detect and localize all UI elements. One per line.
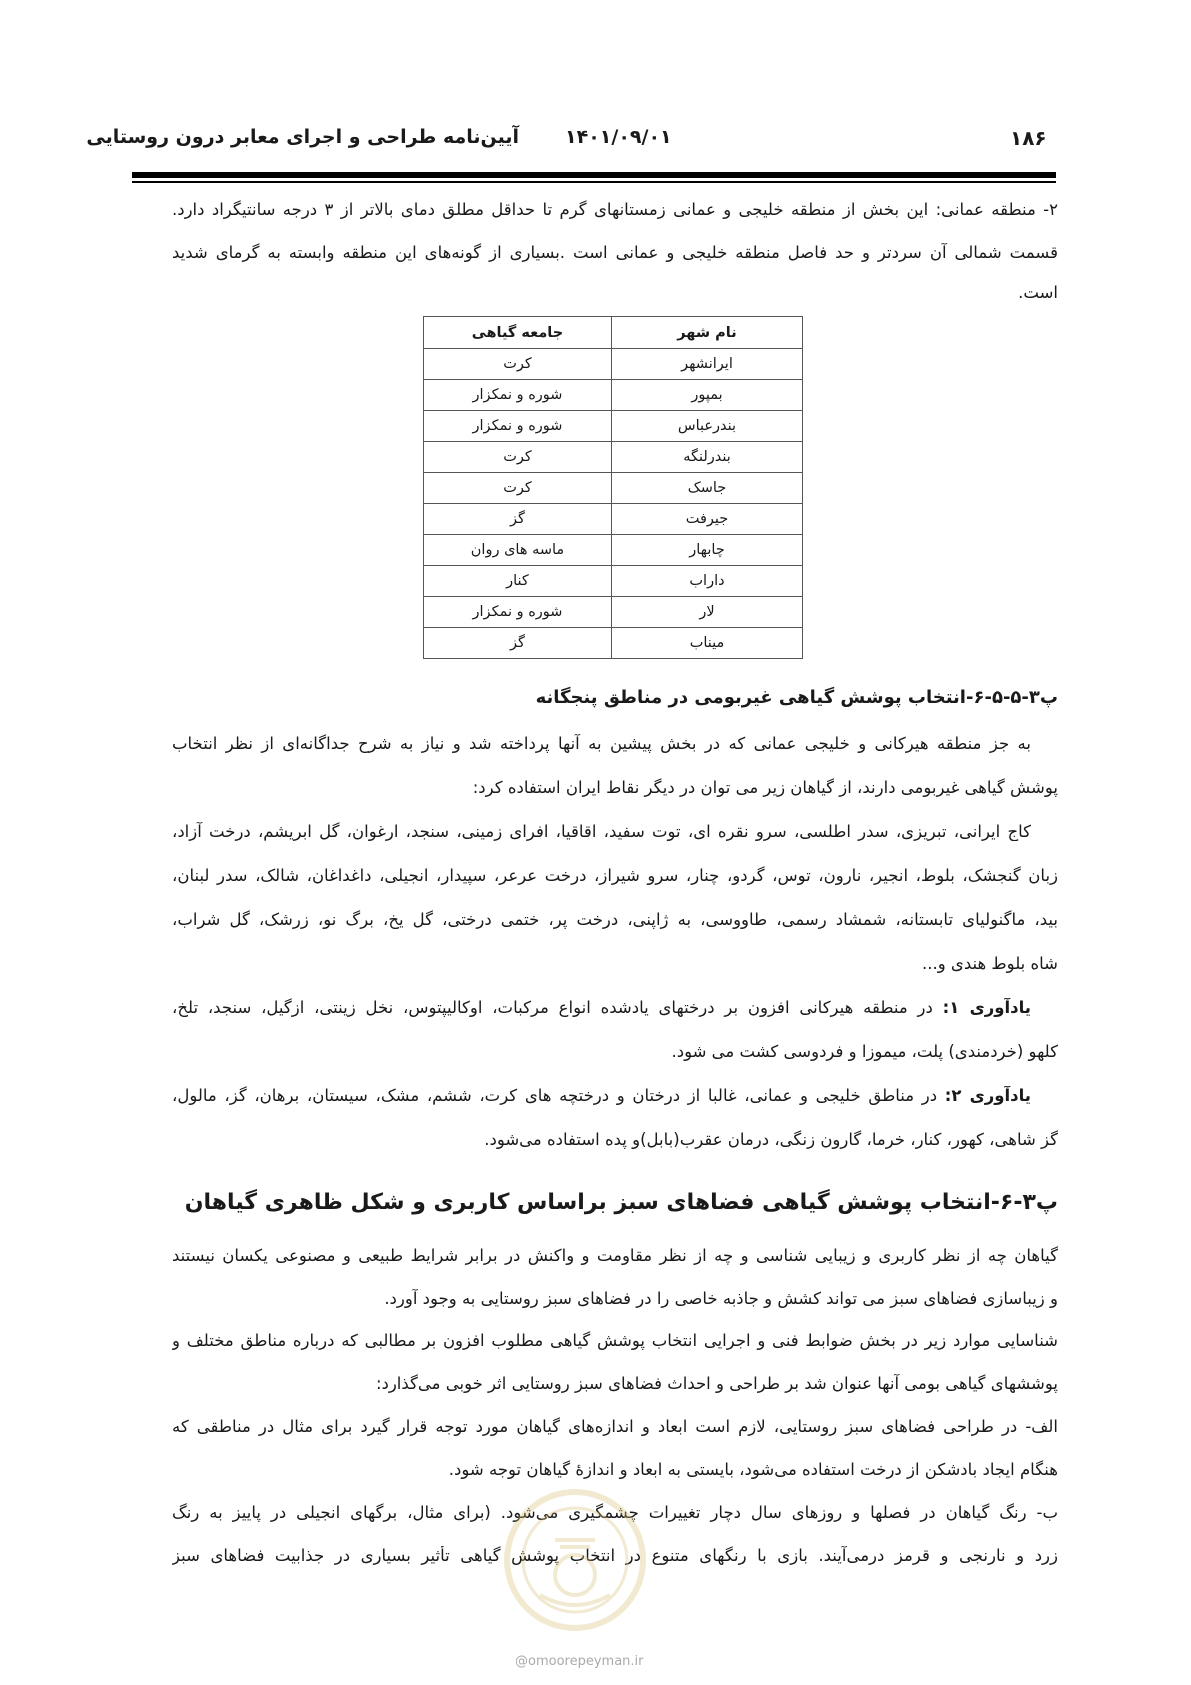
- city-cell: جاسک: [612, 473, 803, 504]
- section1-p2-line-1: کاج ایرانی، تبریزی، سدر اطلسی، سرو نقره ای، توت سفید، اقاقیا، افرای زمینی، سنجد، ارغوان، گل ابریشم، درخت آزاد،: [172, 822, 1031, 841]
- city-cell: چابهار: [612, 535, 803, 566]
- watermark-seal-icon: [500, 1485, 650, 1635]
- plant-community-cell: کرت: [424, 349, 612, 380]
- section2-p4-line-2: زرد و نارنجی و قرمز درمی‌آیند. بازی با رنگهای متنوع در انتخاب پوشش گیاهی تأثیر بسیاری در جذابیت فضاهای سبز: [172, 1546, 1058, 1565]
- section2-p1-line-2: و زیباسازی فضاهای سبز می تواند کشش و جاذبه خاصی را در فضاهای سبز روستایی به وجود آورد.: [384, 1289, 1058, 1308]
- plant-community-cell: شوره و نمکزار: [424, 597, 612, 628]
- section2-p3-line-2: هنگام ایجاد بادشکن از درخت استفاده می‌شود، بایستی به ابعاد و اندازهٔ گیاهان توجه شود.: [448, 1460, 1058, 1479]
- table-row: [424, 628, 803, 659]
- city-cell: ایرانشهر: [612, 349, 803, 380]
- table-row: [424, 473, 803, 504]
- table-header-row: [424, 317, 803, 349]
- table-row: [424, 504, 803, 535]
- plant-community-cell: کرت: [424, 442, 612, 473]
- table-row: [424, 566, 803, 597]
- plant-community-cell: شوره و نمکزار: [424, 380, 612, 411]
- city-cell: جیرفت: [612, 504, 803, 535]
- city-cell: میناب: [612, 628, 803, 659]
- section2-p3-line-1: الف- در طراحی فضاهای سبز روستایی، لازم است ابعاد و اندازه‌های گیاهان مورد توجه قرار گیرد برای مثال در مناطقی که: [172, 1417, 1058, 1436]
- section-heading-nonnative-vegetation: پ۳-۵-۵-۶-انتخاب پوشش گیاهی غیربومی در مناطق پنجگانه: [535, 687, 1058, 708]
- city-cell: بندرلنگه: [612, 442, 803, 473]
- table-row: [424, 349, 803, 380]
- watermark-url: @omoorepeyman.ir: [515, 1654, 644, 1669]
- note-1-label: یادآوری ۱:: [942, 998, 1031, 1017]
- plant-community-cell: گز: [424, 628, 612, 659]
- section2-p2-line-1: شناسایی موارد زیر در بخش ضوابط فنی و اجرایی انتخاب پوشش گیاهی مطلوب افزون بر مطالبی که درباره مناطق مختلف و: [172, 1331, 1058, 1350]
- table-row: [424, 597, 803, 628]
- section1-p2-line-2: زبان گنجشک، بلوط، انجیر، نارون، توس، گردو، چنار، سرو شیراز، درخت عرعر، سپیدار، انجیلی، داغداغان، شالک، سدر لبنان،: [172, 866, 1058, 885]
- plant-community-cell: شوره و نمکزار: [424, 411, 612, 442]
- column-header-plant-community: جامعه گیاهی: [424, 317, 612, 349]
- section2-p2-line-2: پوششهای گیاهی بومی آنها عنوان شد بر طراحی و احداث فضاهای سبز روستایی اثر خوبی می‌گذارد:: [375, 1374, 1058, 1393]
- column-header-city: نام شهر: [612, 317, 803, 349]
- table-row: [424, 535, 803, 566]
- section2-p1-line-1: گیاهان چه از نظر کاربری و زیبایی شناسی و چه از نظر مقاومت و واکنش در برابر شرایط طبیعی و مصنوعی یکسان نیستند: [172, 1246, 1058, 1265]
- section-heading-vegetation-by-use: پ۳-۶-انتخاب پوشش گیاهی فضاهای سبز براساس کاربری و شکل ظاهری گیاهان: [184, 1190, 1058, 1215]
- city-cell: بمپور: [612, 380, 803, 411]
- section1-p1-line-2: پوشش گیاهی غیربومی دارند، از گیاهان زیر می توان در دیگر نقاط ایران استفاده کرد:: [472, 778, 1058, 797]
- intro-line-1: ۲- منطقه عمانی: این بخش از منطقه خلیجی و عمانی زمستانهای گرم تا حداقل مطلق دمای بالاتر از ۳ درجه سانتیگراد دارد.: [172, 200, 1058, 219]
- intro-line-2: قسمت شمالی آن سردتر و حد فاصل منطقه خلیجی و عمانی است .بسیاری از گونه‌های این منطقه وابسته به گرمای شدید: [172, 243, 1058, 262]
- header-rule-thin: [132, 181, 1056, 183]
- table-row: [424, 411, 803, 442]
- section1-p2-line-4: شاه بلوط هندی و...: [921, 954, 1058, 973]
- section1-p2-line-3: بید، ماگنولیای تابستانه، شمشاد رسمی، طاووسی، به ژاپنی، درخت پر، ختمی درختی، گل یخ، برگ نو، زرشک، گل شراب،: [172, 910, 1058, 929]
- city-cell: لار: [612, 597, 803, 628]
- city-cell: داراب: [612, 566, 803, 597]
- note-1-text: در منطقه هیرکانی افزون بر درختهای یادشده انواع مرکبات، اوکالیپتوس، نخل زینتی، ازگیل، سنجد، تلخ،: [172, 998, 933, 1017]
- table-row: [424, 442, 803, 473]
- note-1-line-1: [172, 998, 1031, 1017]
- plant-community-table: [423, 316, 803, 659]
- note-2-label: یادآوری ۲:: [944, 1086, 1031, 1105]
- section1-p1-line-1: به جز منطقه هیرکانی و خلیجی عمانی که در بخش پیشین به آنها پرداخته شد و نیاز به شرح جداگانه‌ای از نظر انتخاب: [172, 734, 1031, 753]
- section2-p4-line-1: ب- رنگ گیاهان در فصلها و روزهای سال دچار تغییرات چشمگیری می‌شود. (برای مثال، برگهای انجیلی در پاییز به رنگ: [172, 1503, 1058, 1522]
- table-row: [424, 380, 803, 411]
- note-2-text: در مناطق خلیجی و عمانی، غالبا از درختان و درختچه های کرت، ششم، مشک، سیستان، برهان، گز، مالول،: [172, 1086, 938, 1105]
- note-2-line-1: [172, 1086, 1031, 1105]
- page-number: ۱۸۶: [1010, 126, 1047, 150]
- header-rule-thick: [132, 172, 1056, 178]
- plant-community-cell: کرت: [424, 473, 612, 504]
- intro-line-3: است.: [1018, 283, 1058, 302]
- plant-community-cell: گز: [424, 504, 612, 535]
- note-1-line-2: کلهو (خردمندی) پلت، میموزا و فردوسی کشت می شود.: [671, 1042, 1058, 1061]
- plant-community-cell: کنار: [424, 566, 612, 597]
- document-date: ۱۴۰۱/۰۹/۰۱: [565, 126, 672, 148]
- note-2-line-2: گز شاهی، کهور، کنار، خرما، گارون زنگی، درمان عقرب(بابل)و پده استفاده می‌شود.: [484, 1130, 1058, 1149]
- plant-community-cell: ماسه های روان: [424, 535, 612, 566]
- document-title: آیین‌نامه طراحی و اجرای معابر درون روستایی: [86, 126, 519, 148]
- city-cell: بندرعباس: [612, 411, 803, 442]
